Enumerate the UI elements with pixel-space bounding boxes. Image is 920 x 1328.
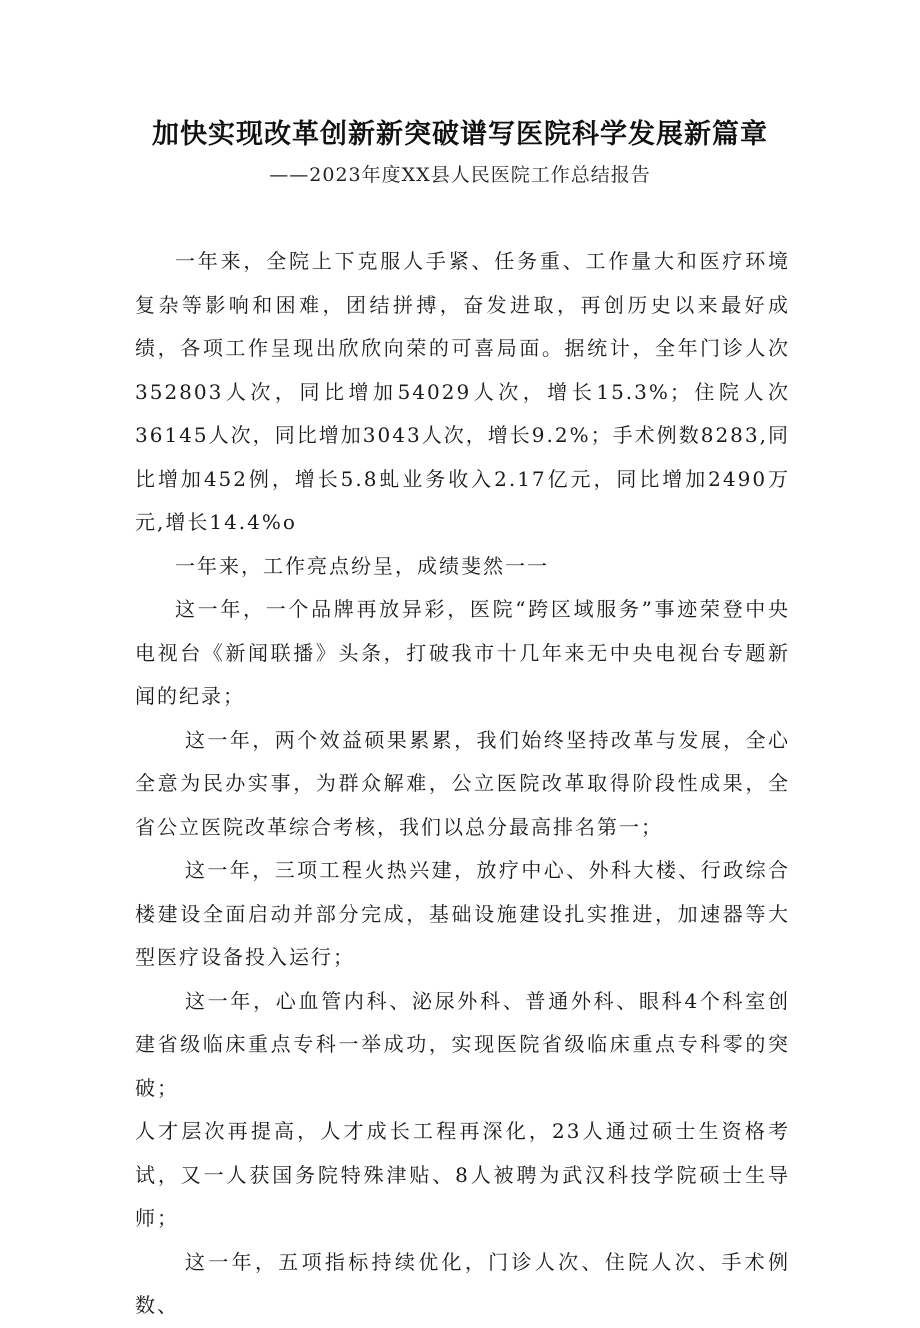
paragraph-highlights-intro: 一年来，工作亮点纷呈，成绩斐然一一: [175, 553, 549, 578]
paragraph-specialties: 这一年，心血管内科、泌尿外科、普通外科、眼科4个科室创建省级临床重点专科一举成功，实现医院省级临床重点专科零的突破；: [135, 988, 790, 1100]
document-title: 加快实现改革创新新突破谱写医院科学发展新篇章: [152, 119, 768, 150]
paragraph-projects: 这一年，三项工程火热兴建，放疗中心、外科大楼、行政综合楼建设全面启动并部分完成，基础设施建设扎实推进，加速器等大型医疗设备投入运行；: [135, 858, 790, 969]
paragraph-talent: 人才层次再提高，人才成长工程再深化，23人通过硕士生资格考试，又一人获国务院特殊津贴、8人被聘为武汉科技学院硕士生导师；: [135, 1119, 790, 1230]
paragraph-summary: 一年来，全院上下克服人手紧、任务重、工作量大和医疗环境复杂等影响和困难，团结拼搏，奋发进取，再创历史以来最好成绩，各项工作呈现出欣欣向荣的可喜局面。据统计，全年门诊人次352803人次，同比增加54029人次，增长15.3%；住院人次36145人次，同比增加3043人次，增长9.2%；手术例数8283,同比增加452例，增长5.8虬业务收入2.17亿元，同比增加2490万元,增长14.4%o: [135, 249, 790, 534]
paragraph-benefits: 这一年，两个效益硕果累累，我们始终坚持改革与发展，全心全意为民办实事，为群众解难，公立医院改革取得阶段性成果，全省公立医院改革综合考核，我们以总分最高排名第一；: [135, 727, 790, 839]
document-body: [135, 240, 790, 1328]
paragraph-brand: 这一年，一个品牌再放异彩，医院“跨区域服务”事迹荣登中央电视台《新闻联播》头条，打破我市十几年来无中央电视台专题新闻的纪录；: [135, 597, 790, 708]
document-subtitle: ——2023年度XX县人民医院工作总结报告: [269, 164, 651, 186]
paragraph-indicators: 这一年，五项指标持续优化，门诊人次、住院人次、手术例数、: [135, 1249, 790, 1317]
